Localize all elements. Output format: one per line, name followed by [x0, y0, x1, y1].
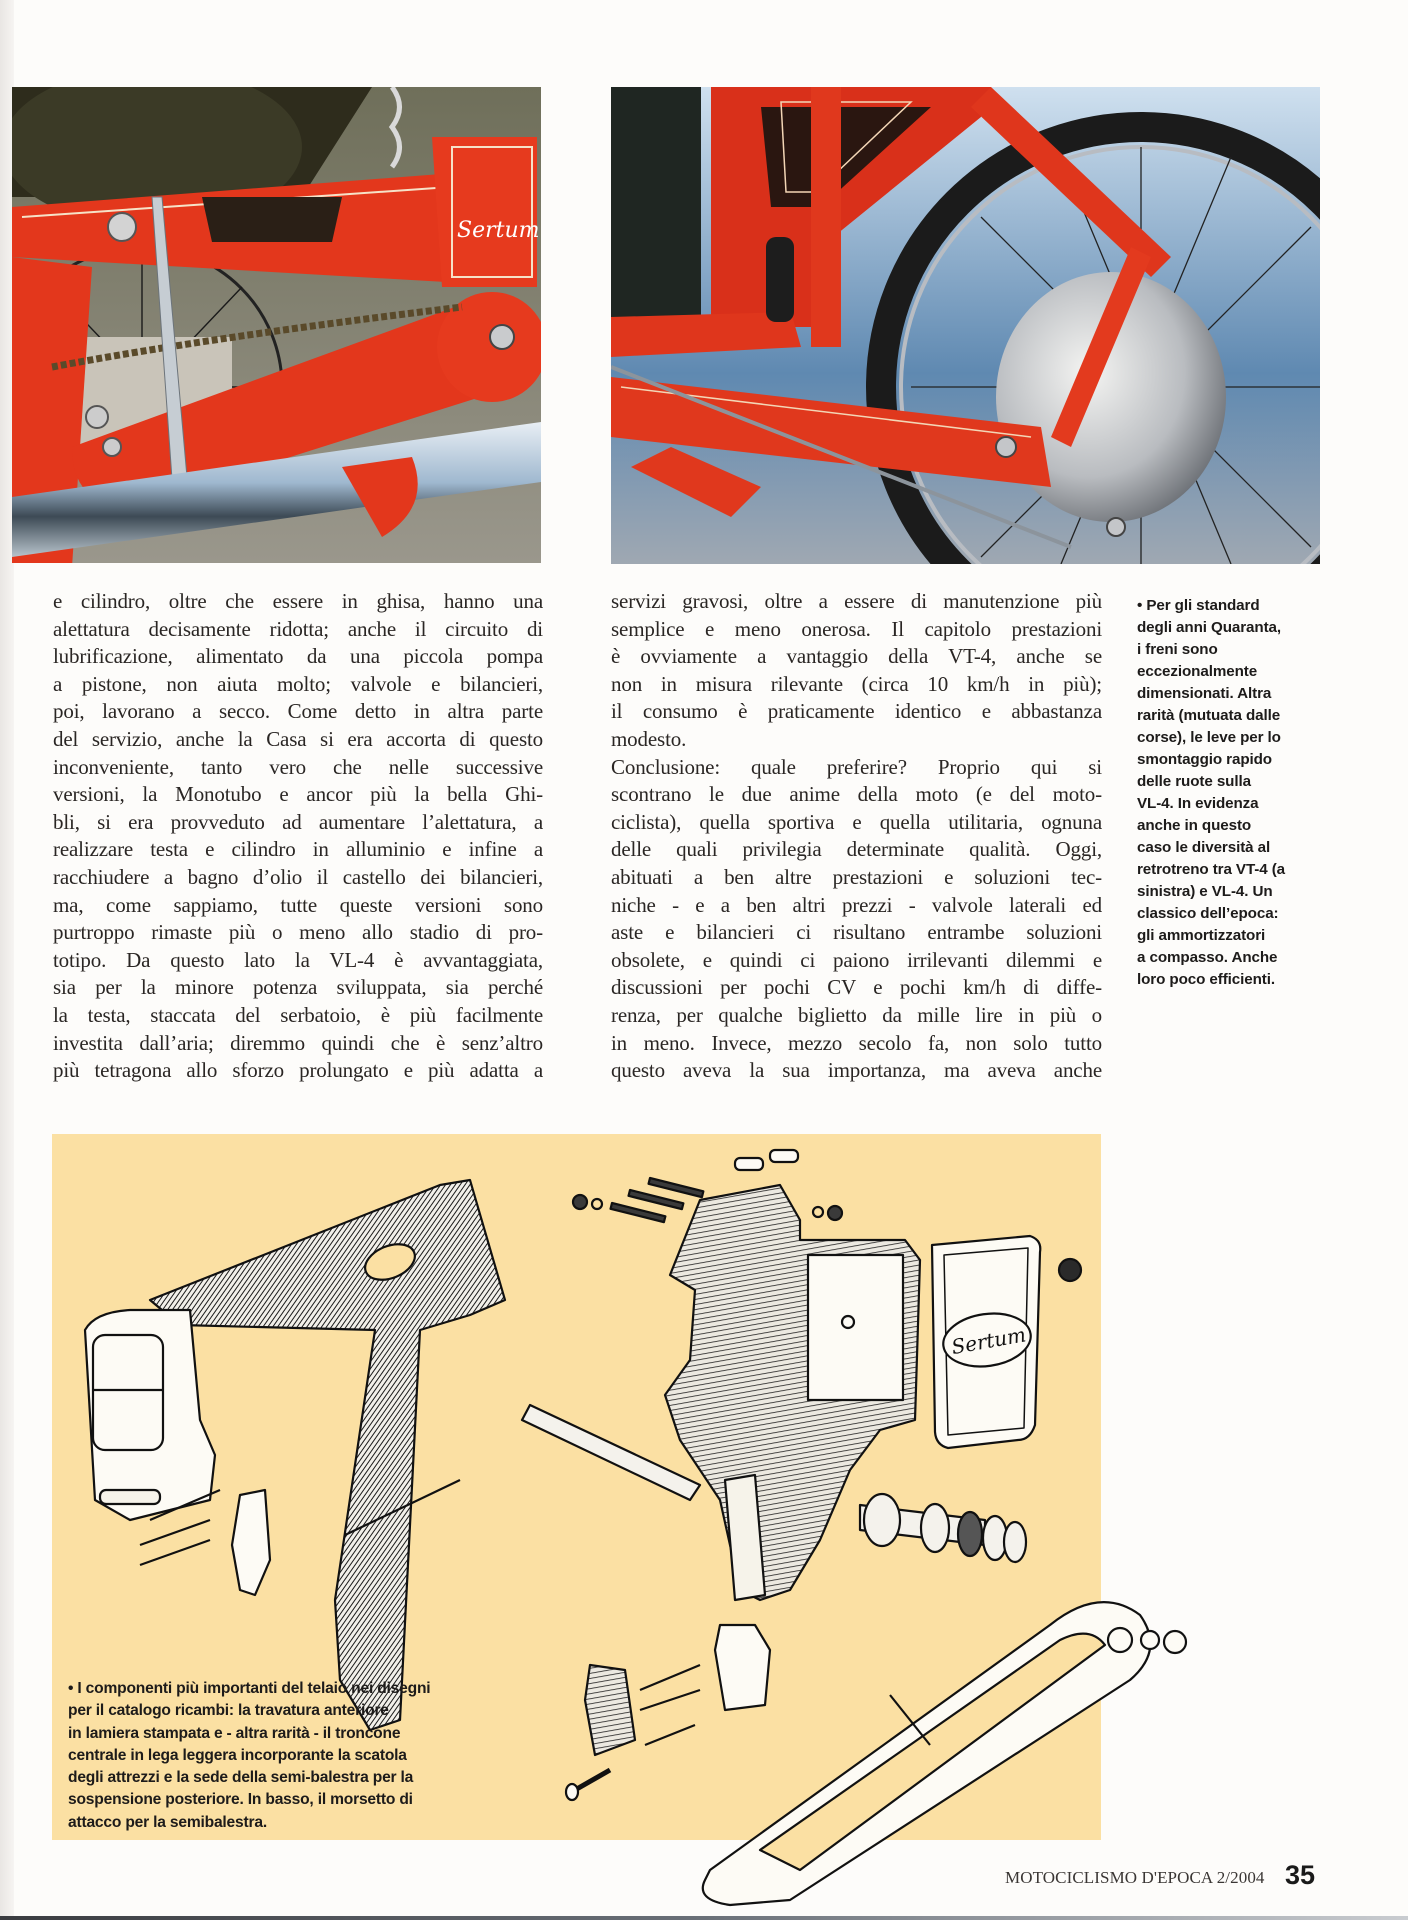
caption-line: a compasso. Anche — [1137, 949, 1278, 966]
clamp-plate — [585, 1665, 635, 1755]
body-line: delle quali privilegia determinate qualità. Oggi, — [611, 837, 1102, 862]
body-line: investita dall’aria; diremmo quindi che è senz’altro — [53, 1030, 543, 1055]
body-line: totipo. Da questo lato la VL-4 è avvantaggiata, — [53, 947, 543, 972]
caption-line: VL-4. In evidenza — [1137, 795, 1259, 812]
diagram-caption — [68, 1678, 528, 1834]
body-line: versioni, la Monotubo e ancor più la bella Ghi- — [53, 782, 543, 807]
caption-line: delle ruote sulla — [1137, 773, 1251, 790]
caption-line: caso le diversità al — [1137, 839, 1271, 856]
caption-line: sospensione posteriore. In basso, il morsetto di — [68, 1791, 413, 1809]
body-line: Conclusione: quale preferire? Proprio qui si — [611, 754, 1102, 779]
photo-rear-frame-vt4 — [12, 87, 541, 563]
sertum-cover-logo: Sertum — [949, 1322, 1028, 1360]
body-line: purtroppo rimaste più o meno allo stadio di pro- — [53, 920, 543, 945]
caption-line: retrotreno tra VT-4 (a — [1137, 861, 1286, 878]
caption-line: in lamiera stampata e - altra rarità - il troncone — [68, 1724, 401, 1742]
caption-line: eccezionalmente — [1137, 663, 1258, 680]
caption-line: dimensionati. Altra — [1137, 685, 1272, 702]
body-line: racchiudere a bagno d’olio il castello dei bilancieri, — [53, 864, 543, 889]
body-line: la testa, staccata del serbatoio, è più facilmente — [53, 1002, 543, 1027]
caption-line: degli attrezzi e la sede della semi-balestra per la — [68, 1769, 414, 1787]
body-line: semplice e meno onerosa. Il capitolo prestazioni — [611, 616, 1102, 641]
body-line: è ovviamente a vantaggio della VT-4, anche se — [611, 644, 1102, 669]
knob — [1059, 1259, 1081, 1281]
page-bottom-edge — [0, 1916, 1408, 1920]
body-line: alettatura decisamente ridotta; anche il circuito di — [53, 616, 543, 641]
body-line: più tetragona allo sforzo prolungato e più adatta a — [53, 1058, 543, 1083]
caption-line: • Per gli standard — [1137, 597, 1260, 614]
body-line: non in misura rilevante (circa 10 km/h in più); — [611, 671, 1102, 696]
caption-line: rarità (mutuata dalle — [1137, 707, 1281, 724]
body-line: lubrificazione, alimentato da una piccola pompa — [53, 644, 543, 669]
caption-line: i freni sono — [1137, 641, 1218, 658]
body-line: niche - e a ben altri prezzi - valvole laterali ed — [611, 892, 1102, 917]
body-line: servizi gravosi, oltre a essere di manutenzione più — [611, 589, 1102, 613]
body-line: renza, per qualche biglietto da mille lire in più o — [611, 1002, 1102, 1027]
caption-line: gli ammortizzatori — [1137, 927, 1266, 944]
caption-line: • I componenti più importanti del telaio nei disegni — [68, 1680, 431, 1697]
body-line: sia per la minore potenza sviluppata, sia perché — [53, 975, 543, 1000]
body-line: ma, come sappiamo, tutte queste versioni sono — [53, 892, 543, 917]
body-line: del servizio, anche la Casa si era accorta di questo — [53, 726, 543, 751]
bracket-plate — [232, 1490, 270, 1595]
body-line: a pistone, non aiuta molto; valvole e bilancieri, — [53, 671, 543, 696]
body-line: abituati a ben altre prestazioni e soluzioni tec- — [611, 864, 1102, 889]
photo-left-illustration — [12, 87, 541, 563]
body-line: questo aveva la sua importanza, ma aveva anche — [611, 1058, 1102, 1083]
body-line: aste e bilancieri ci risultano entrambe soluzioni — [611, 920, 1102, 945]
body-line: realizzare testa e cilindro in alluminio e infine a — [53, 837, 543, 862]
clamp-block — [715, 1625, 770, 1710]
body-line: obsolete, e quindi ci paiono irrilevanti dilemmi e — [611, 947, 1102, 972]
body-line: scontrano le due anime della moto (e del moto- — [611, 782, 1102, 807]
body-line: ciclista), quella sportiva e quella utilitaria, ognuna — [611, 809, 1102, 834]
photo-caption-side — [1137, 595, 1317, 991]
body-line: discussioni per pochi CV e pochi km/h di diffe- — [611, 975, 1102, 1000]
caption-line: centrale in lega leggera incorporante la scatola — [68, 1746, 407, 1764]
article-column-left — [53, 588, 543, 1085]
sertum-badge-logo: Sertum — [457, 218, 540, 243]
body-line: in meno. Invece, mezzo secolo fa, non solo tutto — [611, 1030, 1102, 1055]
caption-line: corse), le leve per lo — [1137, 729, 1281, 746]
body-line: inconveniente, tanto vero che nelle successive — [53, 754, 543, 779]
body-line: e cilindro, oltre che essere in ghisa, hanno una — [53, 589, 543, 613]
photo-right-illustration — [611, 87, 1320, 564]
caption-line: attacco per la semibalestra. — [68, 1813, 267, 1831]
headlamp-housing — [85, 1310, 215, 1520]
body-line: modesto. — [611, 726, 687, 751]
caption-line: classico dell’epoca: — [1137, 905, 1279, 922]
caption-line: degli anni Quaranta, — [1137, 619, 1281, 636]
caption-line: loro poco efficienti. — [1137, 971, 1275, 988]
body-line: il consumo è praticamente identico e abbastanza — [611, 699, 1102, 724]
caption-line: smontaggio rapido — [1137, 751, 1272, 768]
caption-line: sinistra) e VL-4. Un — [1137, 883, 1273, 900]
photo-rear-brake-vl4 — [611, 87, 1320, 564]
caption-line: per il catalogo ricambi: la travatura anteriore — [68, 1702, 389, 1720]
body-line: bli, si era provveduto ad aumentare l’alettatura, a — [53, 809, 543, 834]
caption-line: anche in questo — [1137, 817, 1252, 834]
body-line: poi, lavorano a secco. Come detto in altra parte — [53, 699, 543, 724]
article-column-right — [611, 588, 1102, 1085]
page-number: 35 — [1285, 1860, 1316, 1890]
magazine-issue-footer: MOTOCICLISMO D'EPOCA 2/2004 — [1005, 1868, 1265, 1887]
